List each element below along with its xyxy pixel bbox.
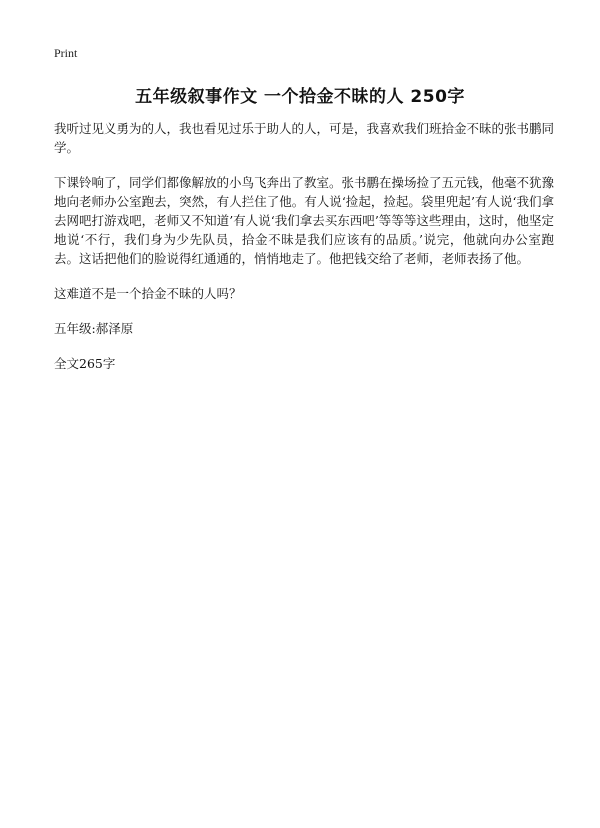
author-line: 五年级:郝泽原 (54, 321, 134, 336)
print-link[interactable]: Print (54, 46, 78, 60)
article-body (54, 119, 554, 389)
article-title: 五年级叙事作文 一个拾金不昧的人 250字 (135, 87, 465, 107)
paragraph-story: 下课铃响了，同学们都像解放的小鸟飞奔出了教室。张书鹏在操场捡了五元钱，他毫不犹豫地向老师办公室跑去，突然，有人拦住了他。有人说‘捡起，捡起。袋里兜起’有人说‘我们拿去网吧打游戏吧，老师又不知道’有人说‘我们拿去买东西吧’等等等这些理由，这时，他坚定地说‘不行，我们身为少先队员，拾金不昧是我们应该有的品质。’说完，他就向办公室跑去。这话把他们的脸说得红通通的，悄悄地走了。他把钱交给了老师，老师表扬了他。 (54, 175, 555, 266)
word-count: 全文265字 (54, 356, 116, 371)
paragraph-intro: 我听过见义勇为的人，我也看见过乐于助人的人，可是，我喜欢我们班拾金不昧的张书鹏同学。 (54, 121, 555, 155)
paragraph-question: 这难道不是一个拾金不昧的人吗？ (54, 286, 242, 301)
